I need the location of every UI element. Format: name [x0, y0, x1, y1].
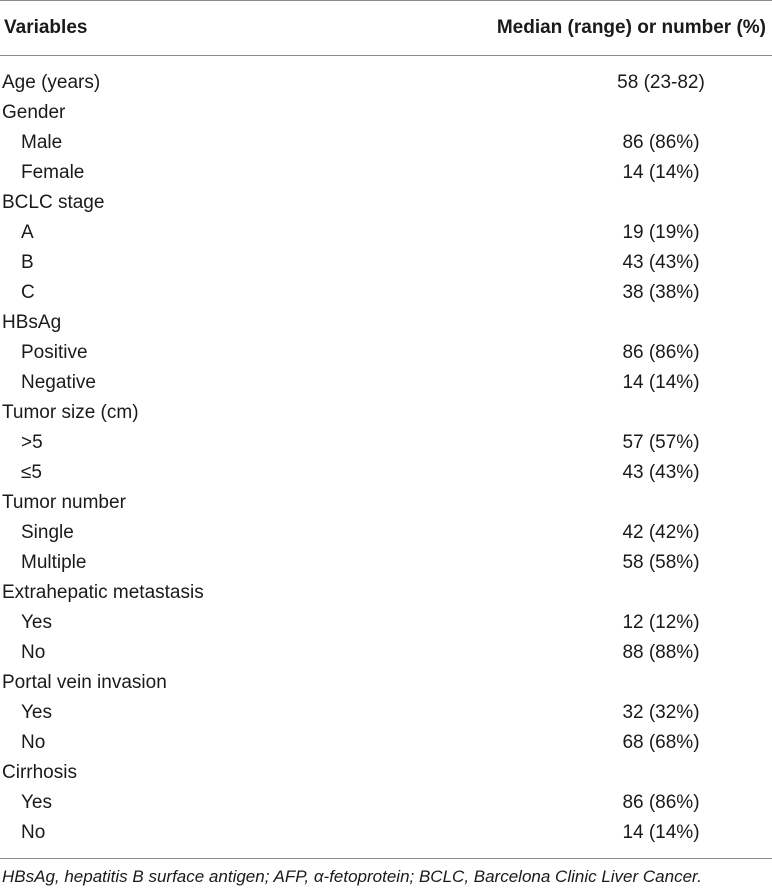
row-label: No: [21, 642, 46, 663]
row-label: Multiple: [21, 552, 87, 573]
row-label: No: [21, 732, 46, 753]
table-row: [0, 398, 772, 428]
table-row: [0, 68, 772, 98]
row-label: Male: [21, 132, 63, 153]
table-row: [0, 608, 772, 638]
row-value: 86 (86%): [622, 792, 700, 813]
row-value: 68 (68%): [622, 732, 700, 753]
row-value: 86 (86%): [622, 132, 700, 153]
table-row: [0, 638, 772, 668]
table-row: [0, 98, 772, 128]
row-label: Yes: [21, 792, 52, 813]
header-median-number: Median (range) or number (%): [496, 17, 766, 38]
table-row: [0, 458, 772, 488]
row-label: Female: [21, 162, 85, 183]
table-row: [0, 578, 772, 608]
table-row: [0, 188, 772, 218]
table-row: [0, 308, 772, 338]
row-value: 43 (43%): [622, 462, 700, 483]
table-row: [0, 218, 772, 248]
row-label: BCLC stage: [2, 192, 105, 213]
row-value: 43 (43%): [622, 252, 700, 273]
row-label: B: [21, 252, 34, 273]
row-label: Positive: [21, 342, 88, 363]
row-label: Portal vein invasion: [2, 672, 167, 693]
header-variables: Variables: [4, 17, 88, 38]
table-row: [0, 548, 772, 578]
table-row: [0, 668, 772, 698]
table-row: [0, 158, 772, 188]
row-label: No: [21, 822, 46, 843]
row-label: Single: [21, 522, 74, 543]
row-label: Negative: [21, 372, 96, 393]
row-value: 32 (32%): [622, 702, 700, 723]
row-value: 58 (23-82): [617, 72, 705, 93]
table-row: [0, 488, 772, 518]
table-row: [0, 278, 772, 308]
table-row: [0, 368, 772, 398]
row-value: 19 (19%): [622, 222, 700, 243]
table-row: [0, 758, 772, 788]
row-value: 14 (14%): [622, 822, 700, 843]
row-label: Yes: [21, 612, 52, 633]
row-label: HBsAg: [2, 312, 62, 333]
table-row: [0, 728, 772, 758]
table-row: [0, 428, 772, 458]
row-label: A: [21, 222, 34, 243]
row-value: 57 (57%): [622, 432, 700, 453]
row-label: >5: [21, 432, 43, 453]
row-label: C: [21, 282, 35, 303]
table-footnote: HBsAg, hepatitis B surface antigen; AFP, α-fetoprotein; BCLC, Barcelona Clinic Liver Cancer.: [2, 867, 702, 886]
table-row: [0, 788, 772, 818]
row-value: 42 (42%): [622, 522, 700, 543]
table-row: [0, 698, 772, 728]
row-value: 14 (14%): [622, 162, 700, 183]
row-label: Extrahepatic metastasis: [2, 582, 204, 603]
row-label: Tumor size (cm): [2, 402, 139, 423]
table-row: [0, 248, 772, 278]
table-header: [0, 1, 772, 55]
row-label: ≤5: [21, 462, 42, 483]
row-label: Tumor number: [2, 492, 126, 513]
row-value: 14 (14%): [622, 372, 700, 393]
row-value: 38 (38%): [622, 282, 700, 303]
table-row: [0, 338, 772, 368]
table-row: [0, 818, 772, 848]
row-value: 86 (86%): [622, 342, 700, 363]
row-value: 12 (12%): [622, 612, 700, 633]
table-body: [0, 56, 772, 858]
row-label: Age (years): [2, 72, 101, 93]
row-label: Gender: [2, 102, 66, 123]
row-label: Yes: [21, 702, 52, 723]
table-row: [0, 128, 772, 158]
table-row: [0, 518, 772, 548]
row-value: 88 (88%): [622, 642, 700, 663]
row-value: 58 (58%): [622, 552, 700, 573]
row-label: Cirrhosis: [2, 762, 77, 783]
